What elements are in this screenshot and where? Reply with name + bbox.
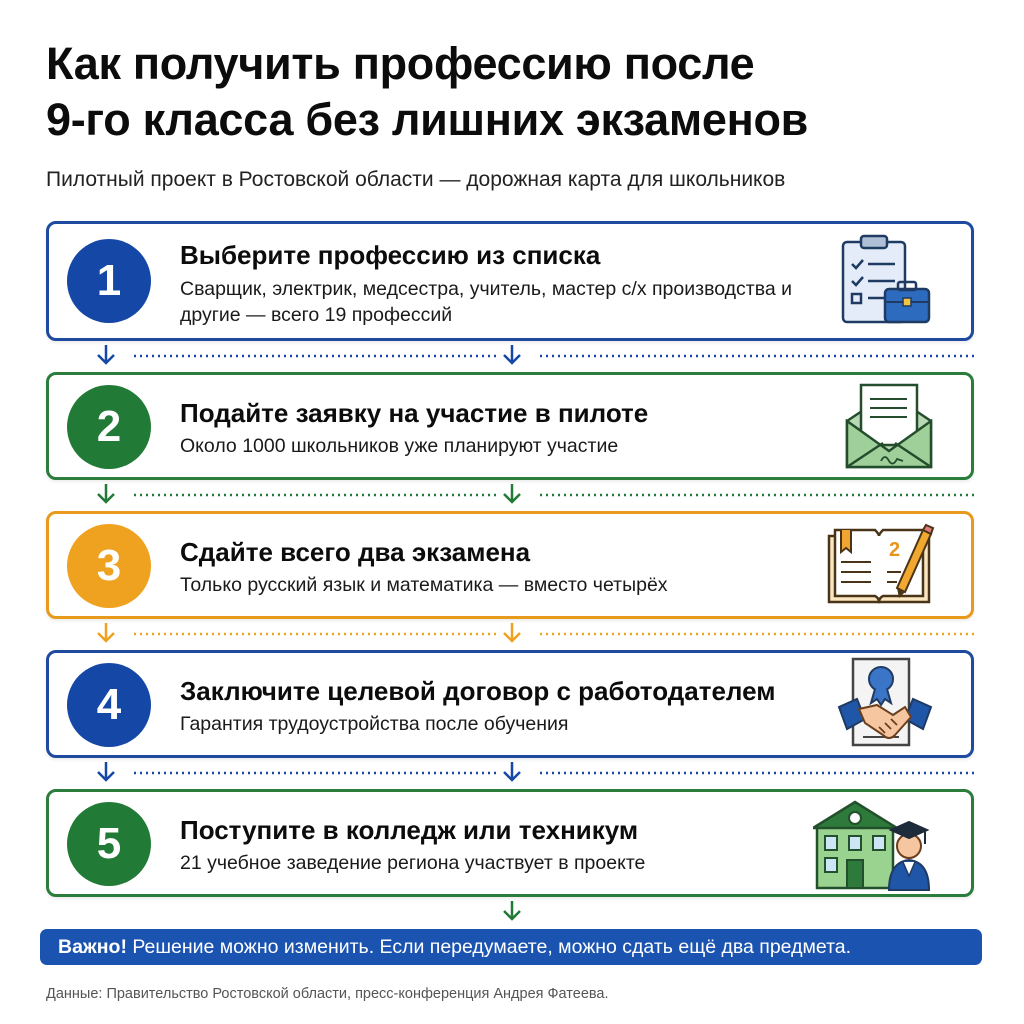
step-card-2 [46, 372, 974, 480]
step-card-5 [46, 789, 974, 897]
page-subtitle: Пилотный проект в Ростовской области — дорожная карта для школьников [46, 168, 786, 191]
step-description-4: Гарантия трудоустройства после обучения [180, 713, 569, 735]
step-heading-4: Заключите целевой договор с работодателем [180, 676, 776, 706]
step-heading-2: Подайте заявку на участие в пилоте [180, 398, 649, 428]
important-note-text: Решение можно изменить. Если передумаете, можно сдать ещё два предмета. [126, 936, 852, 958]
step-heading-1: Выберите профессию из списка [180, 240, 601, 270]
handshake-contract-icon [835, 657, 935, 749]
clipboard-briefcase-icon [835, 234, 935, 330]
step-connector-5 [46, 897, 974, 927]
step-description-5: 21 учебное заведение региона участвует в проекте [180, 852, 646, 874]
envelope-letter-icon [843, 381, 935, 471]
step-connector-3 [46, 619, 974, 649]
step-number-1: 1 [67, 239, 151, 323]
title-line-2: 9-го класса без лишних экзаменов [46, 94, 809, 145]
step-number-4: 4 [67, 663, 151, 747]
step-number-5: 5 [67, 802, 151, 886]
step-connector-2 [46, 480, 974, 510]
step-connector-4 [46, 758, 974, 788]
step-card-1 [46, 221, 974, 341]
college-graduate-icon [813, 796, 935, 892]
step-description-3: Только русский язык и математика — вместо четырёх [180, 574, 668, 596]
step-number-2: 2 [67, 385, 151, 469]
step-connector-1 [46, 341, 974, 371]
important-note-label: Важно! [58, 936, 127, 958]
book-grade-label: 2 [889, 539, 901, 561]
important-note-banner [40, 929, 982, 965]
book-pencil-icon [825, 522, 935, 606]
step-card-4 [46, 650, 974, 758]
step-number-3: 3 [67, 524, 151, 608]
step-card-3 [46, 511, 974, 619]
page-title [46, 36, 1006, 148]
step-description-1: Сварщик, электрик, медсестра, учитель, мастер с/х производства и другие — всего 19 профессий [180, 278, 792, 326]
title-line-1: Как получить профессию после [46, 38, 755, 89]
step-description-2: Около 1000 школьников уже планируют участие [180, 435, 619, 457]
source-footnote: Данные: Правительство Ростовской области, пресс-конференция Андрея Фатеева. [46, 986, 609, 1002]
step-heading-3: Сдайте всего два экзамена [180, 537, 531, 567]
step-heading-5: Поступите в колледж или техникум [180, 815, 639, 845]
